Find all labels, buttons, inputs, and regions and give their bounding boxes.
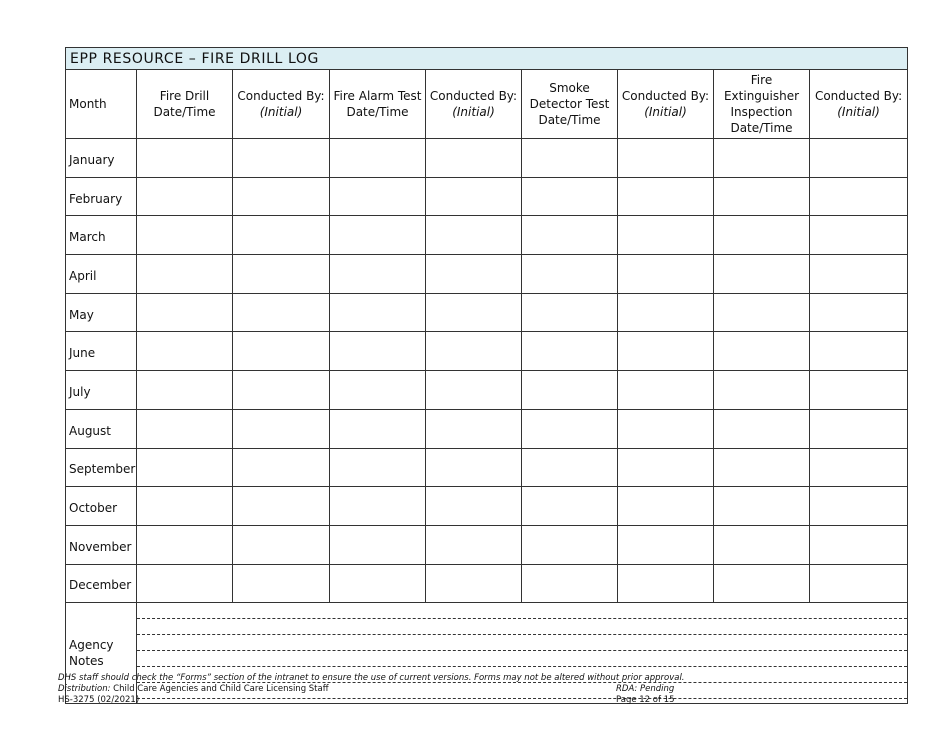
column-header-sublabel: (Initial): [837, 105, 880, 119]
title-row: [66, 48, 908, 70]
header-row: [66, 70, 908, 139]
table-row: [66, 525, 908, 564]
column-header-label: Conducted By:: [237, 89, 325, 103]
entry-cell[interactable]: [618, 371, 714, 410]
entry-cell[interactable]: [714, 448, 810, 487]
entry-cell[interactable]: [233, 139, 330, 178]
entry-cell[interactable]: [522, 139, 618, 178]
entry-cell[interactable]: [233, 564, 330, 603]
entry-cell[interactable]: [810, 371, 908, 410]
entry-cell[interactable]: [330, 409, 426, 448]
entry-cell[interactable]: [618, 448, 714, 487]
entry-cell[interactable]: [810, 293, 908, 332]
footer-disclaimer: DHS staff should check the “Forms” section of the intranet to ensure the use of current versions. Forms may not be altered without prior approval.: [58, 673, 685, 683]
footer-rda: RDA: Pending: [616, 684, 675, 694]
entry-cell[interactable]: [522, 332, 618, 371]
notes-label: Agency Notes: [66, 603, 137, 704]
footer-line-distribution: [58, 684, 698, 695]
table-row: [66, 216, 908, 255]
column-header-label: Fire Drill Date/Time: [153, 89, 216, 119]
column-header-label: Fire Alarm Test Date/Time: [333, 89, 422, 119]
month-label: March: [66, 216, 137, 255]
entry-cell[interactable]: [426, 564, 522, 603]
page-footer: [58, 673, 698, 706]
column-header-conducted-by: [810, 70, 908, 139]
entry-cell[interactable]: [426, 525, 522, 564]
entry-cell[interactable]: [714, 525, 810, 564]
month-label: June: [66, 332, 137, 371]
entry-cell[interactable]: [810, 177, 908, 216]
column-header-fire-extinguisher-inspection: [714, 70, 810, 139]
entry-cell[interactable]: [714, 216, 810, 255]
entry-cell[interactable]: [426, 216, 522, 255]
entry-cell[interactable]: [810, 487, 908, 526]
entry-cell[interactable]: [426, 409, 522, 448]
column-header-label: Smoke Detector Test Date/Time: [529, 81, 610, 127]
month-label: August: [66, 409, 137, 448]
entry-cell[interactable]: [522, 564, 618, 603]
entry-cell[interactable]: [426, 255, 522, 294]
table-row: [66, 293, 908, 332]
month-label: May: [66, 293, 137, 332]
entry-cell[interactable]: [330, 487, 426, 526]
table-row: [66, 564, 908, 603]
entry-cell[interactable]: [714, 255, 810, 294]
entry-cell[interactable]: [810, 216, 908, 255]
month-label: February: [66, 177, 137, 216]
month-label: October: [66, 487, 137, 526]
month-rows: [66, 139, 908, 603]
entry-cell[interactable]: [137, 332, 233, 371]
distribution-value: Child Care Agencies and Child Care Licensing Staff: [113, 684, 329, 694]
entry-cell[interactable]: [233, 177, 330, 216]
entry-cell[interactable]: [330, 332, 426, 371]
entry-cell[interactable]: [233, 293, 330, 332]
column-header-fire-drill: [137, 70, 233, 139]
notes-line[interactable]: [137, 619, 907, 635]
entry-cell[interactable]: [233, 448, 330, 487]
table-row: [66, 255, 908, 294]
column-header-conducted-by: [618, 70, 714, 139]
entry-cell[interactable]: [810, 448, 908, 487]
entry-cell[interactable]: [330, 216, 426, 255]
entry-cell[interactable]: [810, 409, 908, 448]
entry-cell[interactable]: [810, 332, 908, 371]
table-row: [66, 371, 908, 410]
entry-cell[interactable]: [618, 409, 714, 448]
entry-cell[interactable]: [426, 177, 522, 216]
entry-cell[interactable]: [137, 371, 233, 410]
column-header-fire-alarm-test: [330, 70, 426, 139]
entry-cell[interactable]: [618, 564, 714, 603]
entry-cell[interactable]: [714, 177, 810, 216]
month-label: April: [66, 255, 137, 294]
entry-cell[interactable]: [522, 487, 618, 526]
entry-cell[interactable]: [714, 332, 810, 371]
entry-cell[interactable]: [714, 139, 810, 178]
table-row: [66, 409, 908, 448]
entry-cell[interactable]: [714, 293, 810, 332]
entry-cell[interactable]: [426, 332, 522, 371]
entry-cell[interactable]: [714, 564, 810, 603]
month-label: September: [66, 448, 137, 487]
entry-cell[interactable]: [618, 293, 714, 332]
entry-cell[interactable]: [137, 177, 233, 216]
entry-cell[interactable]: [426, 487, 522, 526]
entry-cell[interactable]: [426, 448, 522, 487]
column-header-month: [66, 70, 137, 139]
entry-cell[interactable]: [618, 216, 714, 255]
form-title: EPP RESOURCE – FIRE DRILL LOG: [66, 48, 908, 70]
entry-cell[interactable]: [233, 332, 330, 371]
entry-cell[interactable]: [522, 293, 618, 332]
column-header-label: Conducted By:: [814, 89, 903, 103]
entry-cell[interactable]: [426, 371, 522, 410]
entry-cell[interactable]: [137, 139, 233, 178]
column-header-sublabel: (Initial): [644, 105, 687, 119]
entry-cell[interactable]: [137, 409, 233, 448]
entry-cell[interactable]: [522, 371, 618, 410]
entry-cell[interactable]: [522, 216, 618, 255]
column-header-label: Fire Extinguisher Inspection Date/Time: [723, 73, 800, 135]
month-label: November: [66, 525, 137, 564]
table-row: [66, 448, 908, 487]
entry-cell[interactable]: [426, 139, 522, 178]
entry-cell[interactable]: [233, 409, 330, 448]
month-label: December: [66, 564, 137, 603]
entry-cell[interactable]: [137, 448, 233, 487]
entry-cell[interactable]: [810, 564, 908, 603]
column-header-conducted-by: [426, 70, 522, 139]
entry-cell[interactable]: [137, 293, 233, 332]
entry-cell[interactable]: [330, 139, 426, 178]
footer-distribution: [58, 684, 329, 695]
entry-cell[interactable]: [233, 487, 330, 526]
entry-cell[interactable]: [522, 409, 618, 448]
entry-cell[interactable]: [330, 564, 426, 603]
footer-page-number: Page 12 of 15: [616, 695, 675, 705]
column-header-label: Conducted By:: [621, 89, 710, 103]
entry-cell[interactable]: [618, 177, 714, 216]
entry-cell[interactable]: [618, 139, 714, 178]
entry-cell[interactable]: [330, 293, 426, 332]
entry-cell[interactable]: [810, 525, 908, 564]
entry-cell[interactable]: [522, 448, 618, 487]
column-header-sublabel: (Initial): [259, 105, 303, 119]
table-row: [66, 139, 908, 178]
entry-cell[interactable]: [330, 255, 426, 294]
entry-cell[interactable]: [810, 139, 908, 178]
entry-cell[interactable]: [233, 371, 330, 410]
entry-cell[interactable]: [426, 293, 522, 332]
entry-cell[interactable]: [618, 525, 714, 564]
fire-drill-log-table: [65, 47, 908, 704]
entry-cell[interactable]: [714, 487, 810, 526]
column-header-smoke-detector-test: [522, 70, 618, 139]
entry-cell[interactable]: [137, 525, 233, 564]
entry-cell[interactable]: [522, 177, 618, 216]
entry-cell[interactable]: [522, 525, 618, 564]
entry-cell[interactable]: [330, 525, 426, 564]
entry-cell[interactable]: [233, 255, 330, 294]
notes-line[interactable]: [137, 603, 907, 619]
entry-cell[interactable]: [618, 332, 714, 371]
entry-cell[interactable]: [137, 487, 233, 526]
month-label: July: [66, 371, 137, 410]
entry-cell[interactable]: [137, 255, 233, 294]
entry-cell[interactable]: [618, 255, 714, 294]
footer-form-number: HS-3275 (02/2021): [58, 695, 140, 705]
column-header-label: Conducted By:: [429, 89, 518, 103]
notes-line[interactable]: [137, 651, 907, 667]
entry-cell[interactable]: [522, 255, 618, 294]
notes-line[interactable]: [137, 635, 907, 651]
table-row: [66, 487, 908, 526]
month-label: January: [66, 139, 137, 178]
entry-cell[interactable]: [810, 255, 908, 294]
table-row: [66, 332, 908, 371]
entry-cell[interactable]: [233, 525, 330, 564]
entry-cell[interactable]: [137, 216, 233, 255]
distribution-label: Distribution:: [58, 684, 111, 694]
entry-cell[interactable]: [330, 177, 426, 216]
footer-line-form-number: [58, 695, 698, 706]
column-header-label: Month: [69, 97, 107, 111]
entry-cell[interactable]: [233, 216, 330, 255]
entry-cell[interactable]: [137, 564, 233, 603]
entry-cell[interactable]: [714, 409, 810, 448]
entry-cell[interactable]: [330, 371, 426, 410]
entry-cell[interactable]: [618, 487, 714, 526]
entry-cell[interactable]: [330, 448, 426, 487]
column-header-sublabel: (Initial): [452, 105, 495, 119]
entry-cell[interactable]: [714, 371, 810, 410]
table-row: [66, 177, 908, 216]
column-header-conducted-by: [233, 70, 330, 139]
